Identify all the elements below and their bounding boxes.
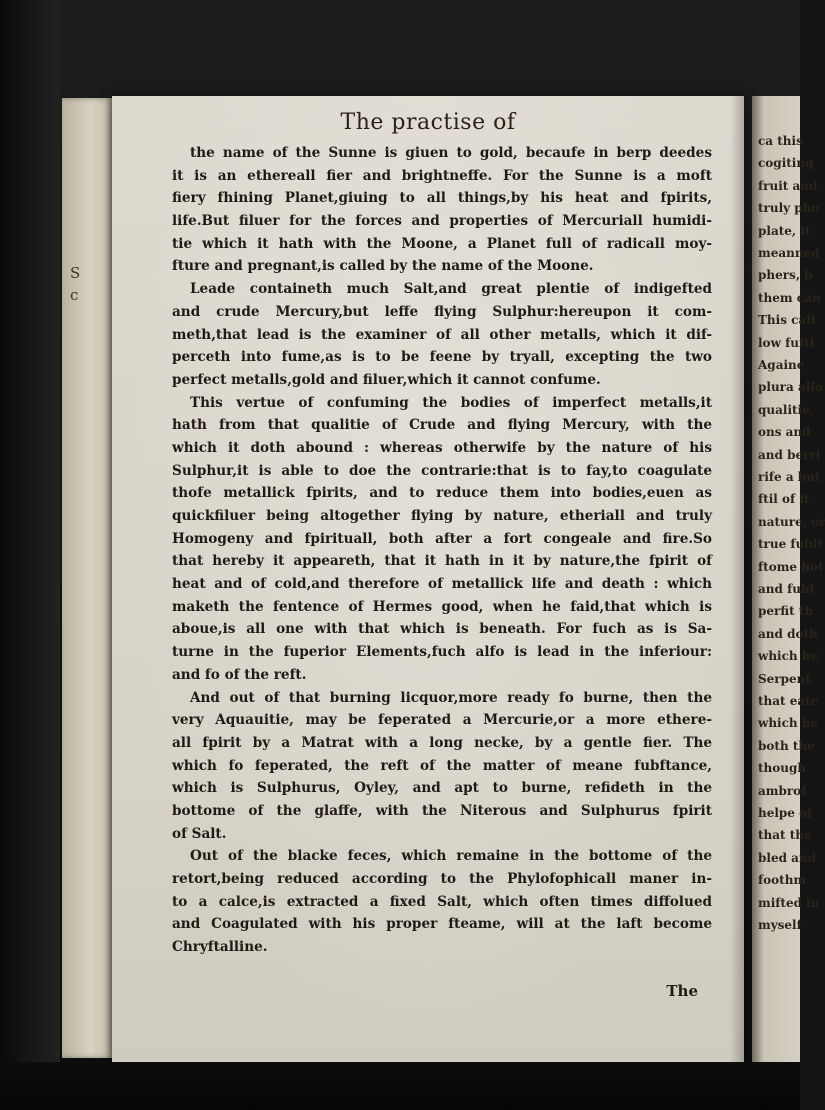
text-line: quickfiluer being altogether flying by nature, etheriall and truly — [172, 508, 712, 524]
right-page-word: them can — [758, 290, 821, 305]
right-page-word: fruit and — [758, 178, 818, 193]
right-page-word: ftil of it — [758, 492, 810, 507]
right-page-word: nature, or — [758, 514, 825, 529]
text-line: fiery fhining Planet,giuing to all things,by his heat and fpirits, — [172, 190, 712, 207]
text-line: that hereby it appeareth, that it hath in it by nature,the fpirit of — [172, 553, 712, 570]
right-page-word: truly pho — [758, 201, 820, 216]
right-page-word: rife a but — [758, 470, 821, 484]
text-line: perfect metalls,gold and filuer,which it cannot confume. — [172, 371, 601, 388]
left-margin-letter: S — [70, 264, 81, 282]
right-page-word: both the — [758, 738, 815, 753]
text-line: thofe metallick fpirits, and to reduce them into bodies,euen as — [172, 485, 712, 502]
right-page-word: bled and — [758, 850, 817, 865]
page-body-text — [172, 142, 712, 959]
right-page-word: and fubt — [758, 582, 815, 596]
right-page-word: perfit th — [758, 604, 814, 619]
catchword: The — [666, 982, 698, 1000]
text-line: Leade containeth much Salt,and great plentie of indigefted — [190, 281, 712, 298]
text-line: which fo feperated, the reft of the matter of meane fubftance, — [172, 757, 712, 774]
right-page-fragment — [752, 96, 825, 1062]
right-page-word: Serpent — [758, 671, 811, 686]
text-line: This vertue of confuming the bodies of imperfect metalls,it — [190, 394, 712, 411]
text-line: to a calce,is extracted a fixed Salt, which often times diffolued — [172, 893, 712, 910]
right-page-word: true fubft — [758, 537, 824, 552]
text-line: tie which it hath with the Moone, a Planet full of radicall moy- — [172, 235, 712, 252]
right-page-word: which he — [758, 649, 819, 664]
right-page-word: Againe — [758, 358, 805, 372]
text-line: the name of the Sunne is giuen to gold, becaufe in berp deedes — [190, 145, 712, 161]
text-line: bottome of the glaffe, with the Niterous and Sulphurus fpirit — [172, 802, 712, 819]
text-line: Chryftalline. — [172, 939, 268, 956]
right-page-word: which he — [758, 716, 819, 731]
text-line: life.But filuer for the forces and properties of Mercuriall humidi- — [172, 213, 712, 230]
text-line: Out of the blacke feces, which remaine in the bottome of the — [190, 848, 712, 865]
right-page-word: helpe of — [758, 806, 813, 820]
right-page-word: ambrof — [758, 783, 807, 798]
right-page-word: This calt — [758, 313, 817, 328]
text-line: retort,being reduced according to the Phylofophicall maner in- — [172, 871, 712, 887]
right-page-word: plate, it — [758, 223, 811, 238]
text-line: hath from that qualitie of Crude and flying Mercury, with the — [172, 417, 712, 434]
text-line: Sulphur,it is able to doe the contrarie:that is to fay,to coagulate — [172, 462, 712, 479]
left-binding-shadow — [0, 0, 60, 1110]
text-line: and Coagulated with his proper fteame, will at the laft become — [172, 916, 712, 933]
book-page — [112, 96, 744, 1062]
text-line: and fo of the reft. — [172, 666, 307, 683]
text-line: meth,that lead is the examiner of all other metalls, which it dif- — [172, 326, 712, 343]
right-page-word: plura allo — [758, 380, 823, 395]
left-margin-letter: c — [70, 286, 79, 304]
right-page-word: ca this — [758, 134, 803, 148]
text-line: maketh the fentence of Hermes good, when he faid,that which is — [172, 598, 712, 615]
right-page-word: mifted in — [758, 895, 820, 910]
text-line: which is Sulphurus, Oyley, and apt to burne, refideth in the — [172, 780, 712, 797]
right-page-word: low fufti — [758, 335, 815, 350]
right-page-word: though — [758, 761, 807, 776]
right-page-word: cogiting — [758, 156, 814, 171]
text-line: very Aquauitie, may be feperated a Mercurie,or a more ethere- — [172, 712, 712, 729]
text-line: And out of that burning licquor,more ready fo burne, then the — [190, 689, 712, 706]
right-page-word: qualitie, — [758, 402, 814, 417]
text-line: all fpirit by a Matrat with a long necke, by a gentle fier. The — [172, 734, 712, 751]
text-line: it is an ethereall fier and brightneffe. For the Sunne is a moft — [172, 167, 712, 184]
right-page-word: and berri — [758, 447, 821, 462]
left-page-edge — [62, 98, 114, 1058]
text-line: fture and pregnant,is called by the name of the Moone. — [172, 258, 594, 275]
bottom-dark-band — [0, 1062, 800, 1110]
text-line: Homogeny and fpirituall, both after a fort congeale and fire.So — [172, 530, 712, 547]
running-header: The practise of — [340, 110, 516, 135]
text-line: which it doth abound : whereas otherwife by the nature of his — [172, 439, 712, 456]
text-line: aboue,is all one with that which is beneath. For fuch as is Sa- — [172, 621, 712, 638]
right-page-word: phers, b — [758, 268, 813, 283]
right-page-word: myself — [758, 918, 802, 932]
text-line: heat and of cold,and therefore of metallick life and death : which — [172, 576, 712, 593]
right-page-word: foothm — [758, 873, 807, 888]
text-line: of Salt. — [172, 825, 227, 842]
right-page-word: and doth — [758, 626, 818, 641]
right-page-word: that eate — [758, 694, 819, 708]
right-page-word: that the — [758, 828, 812, 843]
text-line: turne in the fuperior Elements,fuch alfo is lead in the inferiour: — [172, 644, 712, 661]
right-page-word: meanned — [758, 246, 820, 260]
text-line: and crude Mercury,but leffe flying Sulphur:hereupon it com- — [172, 303, 712, 320]
right-page-word: ons and — [758, 425, 811, 440]
right-page-word: ftome hot — [758, 559, 824, 574]
text-line: perceth into fume,as is to be feene by tryall, excepting the two — [172, 349, 712, 366]
